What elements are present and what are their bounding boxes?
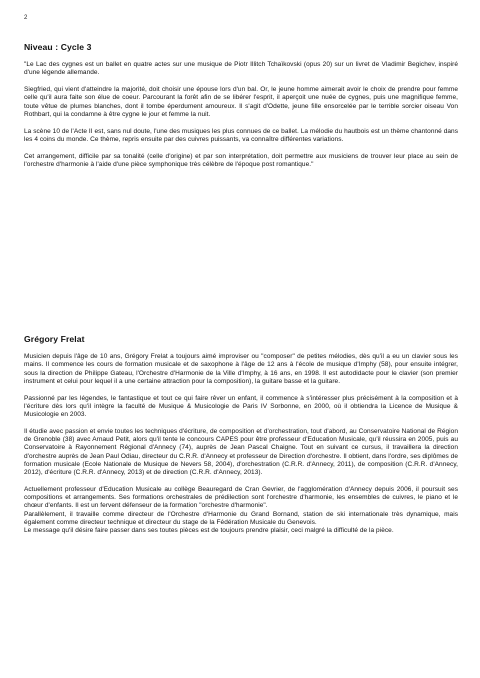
author-paragraph: Actuellement professeur d'Education Musicale au collège Beauregard de Cran Gevrier, de l'agglomération d'Annecy depuis 2006, il poursuit ses compositions et arrangements. Ses formations orchestrales de prédilection sont l'orchestre d'harmonie, les ensembles de cuivres, le piano et le chœur d'enfants. Il est un fervent défenseur de la formation "orchestre d'harmonie". (24, 485, 458, 510)
author-heading: Grégory Frelat (24, 334, 85, 344)
author-paragraph: Parallèlement, il travaille comme directeur de l'Orchestre d'Harmonie du Grand Bornand, station de ski internationale très dynamique, mais également comme directeur technique et directeur du stage de la Fédération Musicale du Genevois. (24, 510, 458, 526)
niveau-section (24, 42, 458, 178)
niveau-heading: Niveau : Cycle 3 (24, 42, 92, 52)
author-section (24, 334, 458, 535)
author-paragraph: Musicien depuis l'âge de 10 ans, Grégory Frelat a toujours aimé improviser ou "composer" de petites mélodies, dès qu'il a eu un clavier sous les mains. Il commence les cours de formation musicale et de saxophone à l'âge de 12 ans à l'école de musique d'Imphy (58), pour ensuite intégrer, sous la direction de Philippe Gateau, l'Orchestre d'Harmonie de la Ville d'Imphy, à 16 ans, en 1998. Il est autodidacte pour le clavier (son premier instrument et celui pour lequel il a une certaine attraction pour la composition), la guitare basse et la guitare. (24, 353, 458, 385)
niveau-paragraph: "Le Lac des cygnes est un ballet en quatre actes sur une musique de Piotr Illitch Tchaïkovski (opus 20) sur un livret de Vladimir Begichev, inspiré d'une légende allemande. (24, 61, 458, 77)
author-paragraph: Il étudie avec passion et envie toutes les techniques d'écriture, de composition et d'orchestration, tout d'abord, au Conservatoire National de Région de Grenoble (38) avec Arnaud Petit, alors qu'il tente le concours CAPES pour être professeur d'Education Musicale, qu'il réussira en 2005, puis au Conservatoire à Rayonnement Régional d'Annecy (74), auprès de Jean Pascal Chaigne. Tout en suivant ce cursus, il travaillera la direction d'orchestre auprès de Jean Paul Odiau, directeur du C.R.R. d'Annecy et professeur de Direction d'orchestre. Il obtient, dans l'ordre, ses diplômes de formation musicale (Ecole Nationale de Musique de Nevers 58, 2004), d'orchestration (C.R.R. d'Annecy, 2011), de composition (C.R.R. d'Annecy, 2012), d'écriture (C.R.R. d'Annecy, 2013) et de direction (C.R.R. d'Annecy, 2013). (24, 427, 458, 476)
niveau-paragraph: La scène 10 de l'Acte II est, sans nul doute, l'une des musiques les plus connues de ce ballet. La mélodie du hautbois est un thème chantonné dans les 4 coins du monde. Ce thème, repris ensuite par des cuivres puissants, va connaître différentes variations. (24, 127, 458, 143)
niveau-paragraph: Siegfried, qui vient d'atteindre la majorité, doit choisir une épouse lors d'un bal. Or, le jeune homme aimerait avoir le choix de prendre pour femme celle qu'il aura faite son élue de coeur. Parcourant la forêt afin de se libérer l'esprit, il aperçoit une nuée de cygnes, puis une magnifique femme, toute vêtue de plumes blanches, dont il tombe éperdument amoureux. Il s'agit d'Odette, jeune fille ensorcelée par le terrible sorcier oiseau Von Rothbart, qui la condamne à être cygne le jour et femme la nuit. (24, 86, 458, 118)
author-paragraph: Le message qu'il désire faire passer dans ses toutes pièces est de toujours prendre plaisir, ceci malgré la difficulté de la pièce. (24, 527, 394, 534)
author-paragraph: Passionné par les légendes, le fantastique et tout ce qui faire rêver un enfant, il commence à s'intéresser plus précisément à la composition et à l'écriture dès lors qu'il intègre la faculté de Musique & Musicologie de Paris IV Sorbonne, en 2000, où il obtiendra la Licence de Musique & Musicologie en 2003. (24, 394, 458, 418)
page-number: 2 (24, 15, 28, 21)
niveau-paragraph: Cet arrangement, difficile par sa tonalité (celle d'origine) et par son interprétation, doit permettre aux musiciens de trouver leur place au sein de l'orchestre d'harmonie à l'aide d'une pièce symphonique très célèbre de l'époque post romantique." (24, 152, 458, 168)
